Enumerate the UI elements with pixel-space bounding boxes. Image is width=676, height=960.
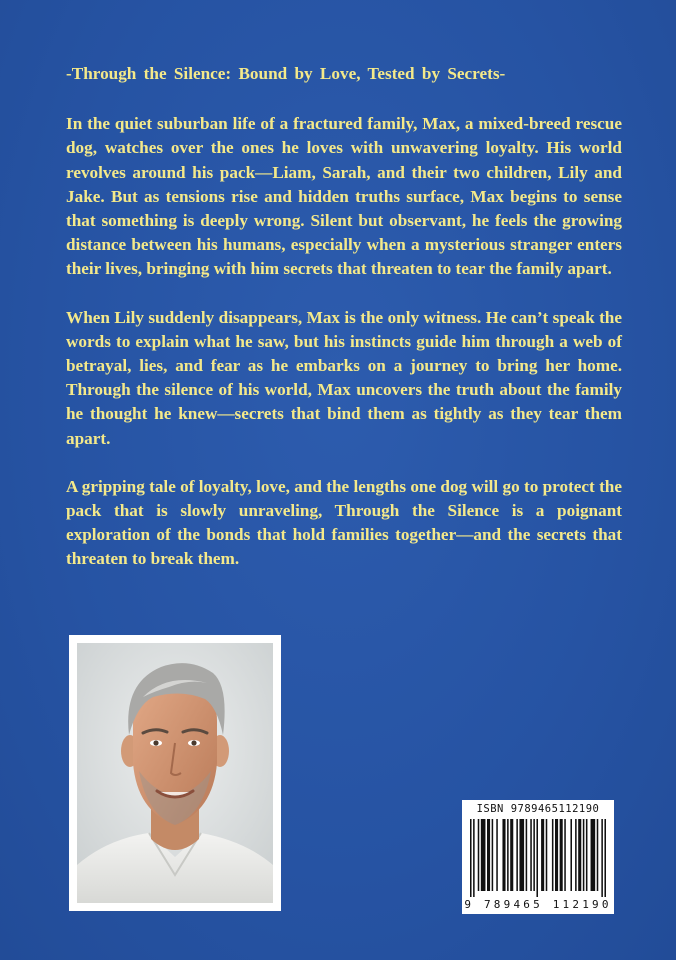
barcode-bar bbox=[510, 819, 513, 891]
barcode-bar bbox=[496, 819, 498, 891]
barcode-bar bbox=[555, 819, 558, 891]
barcode-bar bbox=[516, 819, 518, 891]
barcode-bar bbox=[533, 819, 535, 891]
barcode-bar bbox=[473, 819, 475, 897]
barcode-bar bbox=[478, 819, 480, 891]
barcode-bar bbox=[502, 819, 505, 891]
barcode-bar bbox=[586, 819, 588, 891]
barcode-bar bbox=[487, 819, 490, 891]
barcode-bar bbox=[541, 819, 544, 891]
blurb bbox=[66, 62, 622, 596]
barcode-bar bbox=[536, 819, 538, 897]
barcode-bar bbox=[564, 819, 566, 891]
barcode-bar bbox=[575, 819, 577, 891]
barcode-bar bbox=[519, 819, 524, 891]
barcode-bar bbox=[570, 819, 572, 891]
barcode-bar bbox=[492, 819, 494, 891]
barcode-bar bbox=[597, 819, 599, 891]
isbn-barcode bbox=[462, 800, 614, 914]
blurb-paragraph-3: A gripping tale of loyalty, love, and the lengths one dog will go to protect the pack that is slowly unraveling, Through the Silence is a poignant exploration of the bonds that hold families together—and the secrets that threaten to break them. bbox=[66, 476, 622, 569]
barcode-bar bbox=[604, 819, 606, 897]
isbn-label: ISBN 9789465112190 bbox=[476, 803, 600, 815]
barcode-bar bbox=[578, 819, 581, 891]
barcode-bar bbox=[546, 819, 548, 891]
blurb-paragraph-1: In the quiet suburban life of a fractured family, Max, a mixed-breed rescue dog, watches over the ones he loves with unwavering loyalty. His world revolves around his pack—Liam, Sarah, and their two children, Lily and Jake. But as tensions rise and hidden truths surface, Max begins to sense that something is deeply wrong. Silent but observant, he feels the growing distance between his humans, especially when a mysterious stranger enters their lives, bringing with him secrets that threaten to tear the family apart. bbox=[66, 114, 622, 279]
isbn-digits: 9 789465 112190 bbox=[464, 898, 612, 911]
barcode-bar bbox=[601, 819, 603, 897]
barcode-bar bbox=[560, 819, 563, 891]
blurb-paragraph-2: When Lily suddenly disappears, Max is the only witness. He can’t speak the words to explain what he saw, but his instincts guide him through a web of betrayal, lies, and fear as he embarks on a journey to bring her home. Through the silence of his world, Max uncovers the truth about the family he thought he knew—secrets that bind them as tightly as they tear them apart. bbox=[66, 307, 622, 448]
tagline: -Through the Silence: Bound by Love, Tested by Secrets- bbox=[66, 64, 506, 83]
author-photo-frame bbox=[69, 635, 281, 911]
barcode-bar bbox=[481, 819, 486, 891]
barcode-bar bbox=[507, 819, 509, 891]
barcode-bar bbox=[591, 819, 596, 891]
barcode-bar bbox=[530, 819, 532, 891]
barcode-bar bbox=[526, 819, 528, 891]
barcode-bar bbox=[552, 819, 554, 891]
author-photo bbox=[77, 643, 273, 903]
barcode-bars bbox=[470, 819, 606, 897]
barcode-bar bbox=[583, 819, 585, 891]
barcode-bar bbox=[470, 819, 472, 897]
